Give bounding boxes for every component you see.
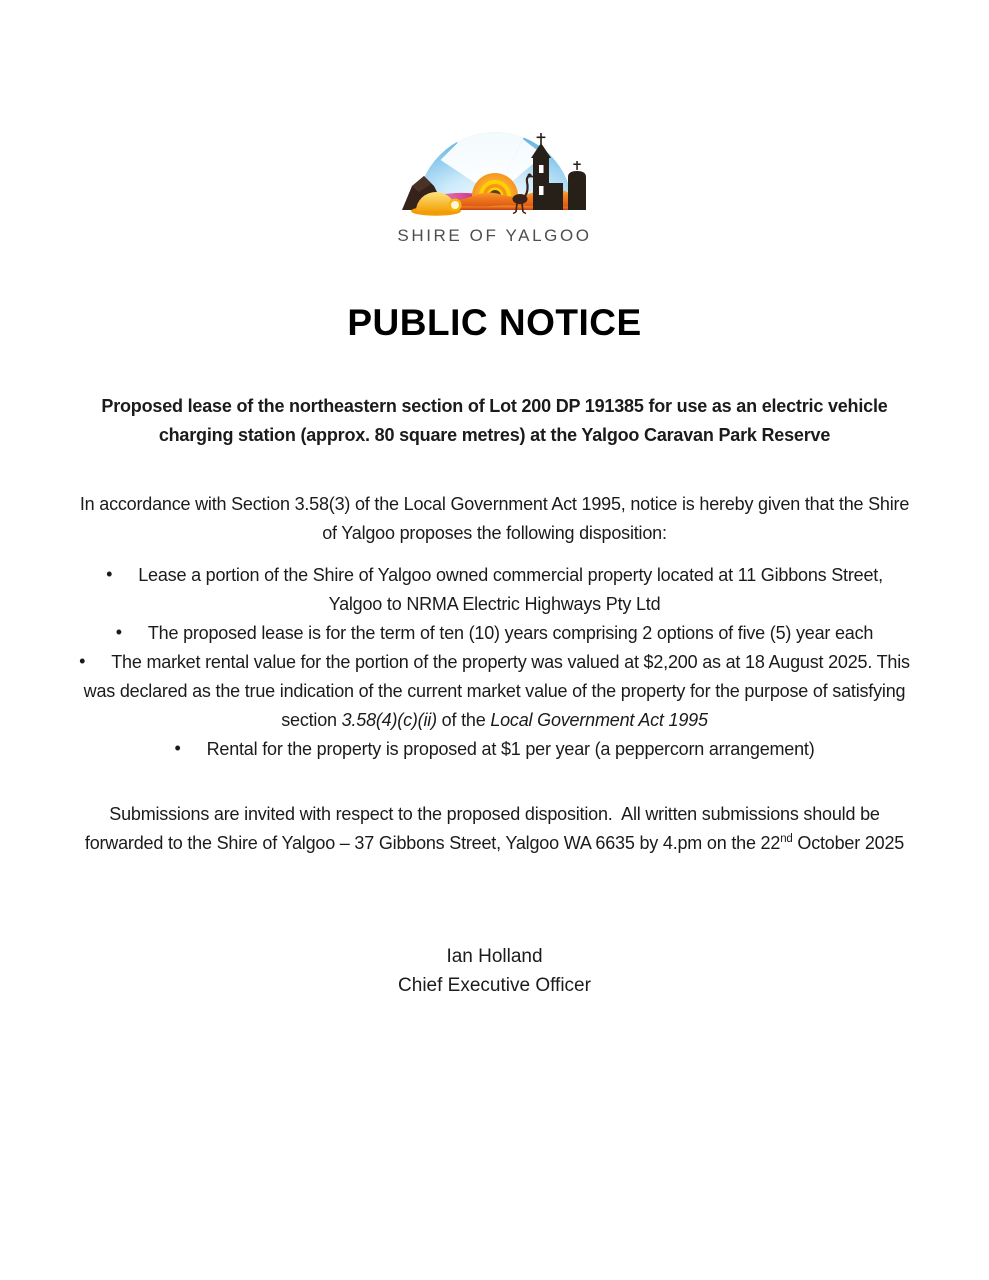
submissions-paragraph <box>79 800 911 858</box>
list-item <box>79 735 911 764</box>
list-item-text: Rental for the property is proposed at $1 per year (a peppercorn arrangement) <box>206 739 815 759</box>
list-item-text-italic: Local Government Act 1995 <box>490 710 708 730</box>
shire-of-yalgoo-emblem-icon <box>400 110 590 220</box>
bullet-icon: • <box>106 564 113 584</box>
ordinal-superscript: nd <box>780 833 793 845</box>
list-item-text: of the <box>436 710 491 730</box>
submissions-text: October 2025 <box>792 833 905 853</box>
list-item <box>79 561 911 619</box>
list-item <box>79 619 911 648</box>
notice-subject-heading: Proposed lease of the northeastern section of Lot 200 DP 191385 for use as an electric vehicle charging station (approx. 80 square metres) at the Yalgoo Caravan Park Reserve <box>101 396 888 445</box>
list-item-text-italic: 3.58(4)(c)(ii) <box>341 710 437 730</box>
page-title: PUBLIC NOTICE <box>347 302 642 343</box>
list-item <box>79 648 911 735</box>
signatory-title: Chief Executive Officer <box>398 975 591 996</box>
signature-block <box>79 942 911 1000</box>
logo-wordmark: SHIRE OF YALGOO <box>397 226 592 245</box>
shire-of-yalgoo-logo <box>79 0 911 246</box>
submissions-text: Submissions are invited with respect to the proposed disposition. All written submissions should be forwarded to the Shire of Yalgoo – 37 Gibbons Street, Yalgoo WA 6635 by 4.pm on the 22 <box>84 804 885 853</box>
intro-paragraph: In accordance with Section 3.58(3) of the Local Government Act 1995, notice is hereby given that the Shire of Yalgoo proposes the following disposition: <box>79 494 910 543</box>
disposition-bullet-list <box>79 561 911 764</box>
bullet-icon: • <box>79 651 86 671</box>
list-item-text: The proposed lease is for the term of ten (10) years comprising 2 options of five (5) year each <box>147 623 874 643</box>
bullet-icon: • <box>174 738 181 758</box>
list-item-text: The market rental value for the portion of the property was valued at $2,200 as at 18 August 2025. This was declared as the true indication of the current market value of the property for the purpose of satisfying section <box>83 652 910 730</box>
list-item-text: Lease a portion of the Shire of Yalgoo owned commercial property located at 11 Gibbons Street, Yalgoo to NRMA Electric Highways Pty Ltd <box>138 565 883 614</box>
bullet-icon: • <box>115 622 122 642</box>
signatory-name: Ian Holland <box>446 946 543 967</box>
